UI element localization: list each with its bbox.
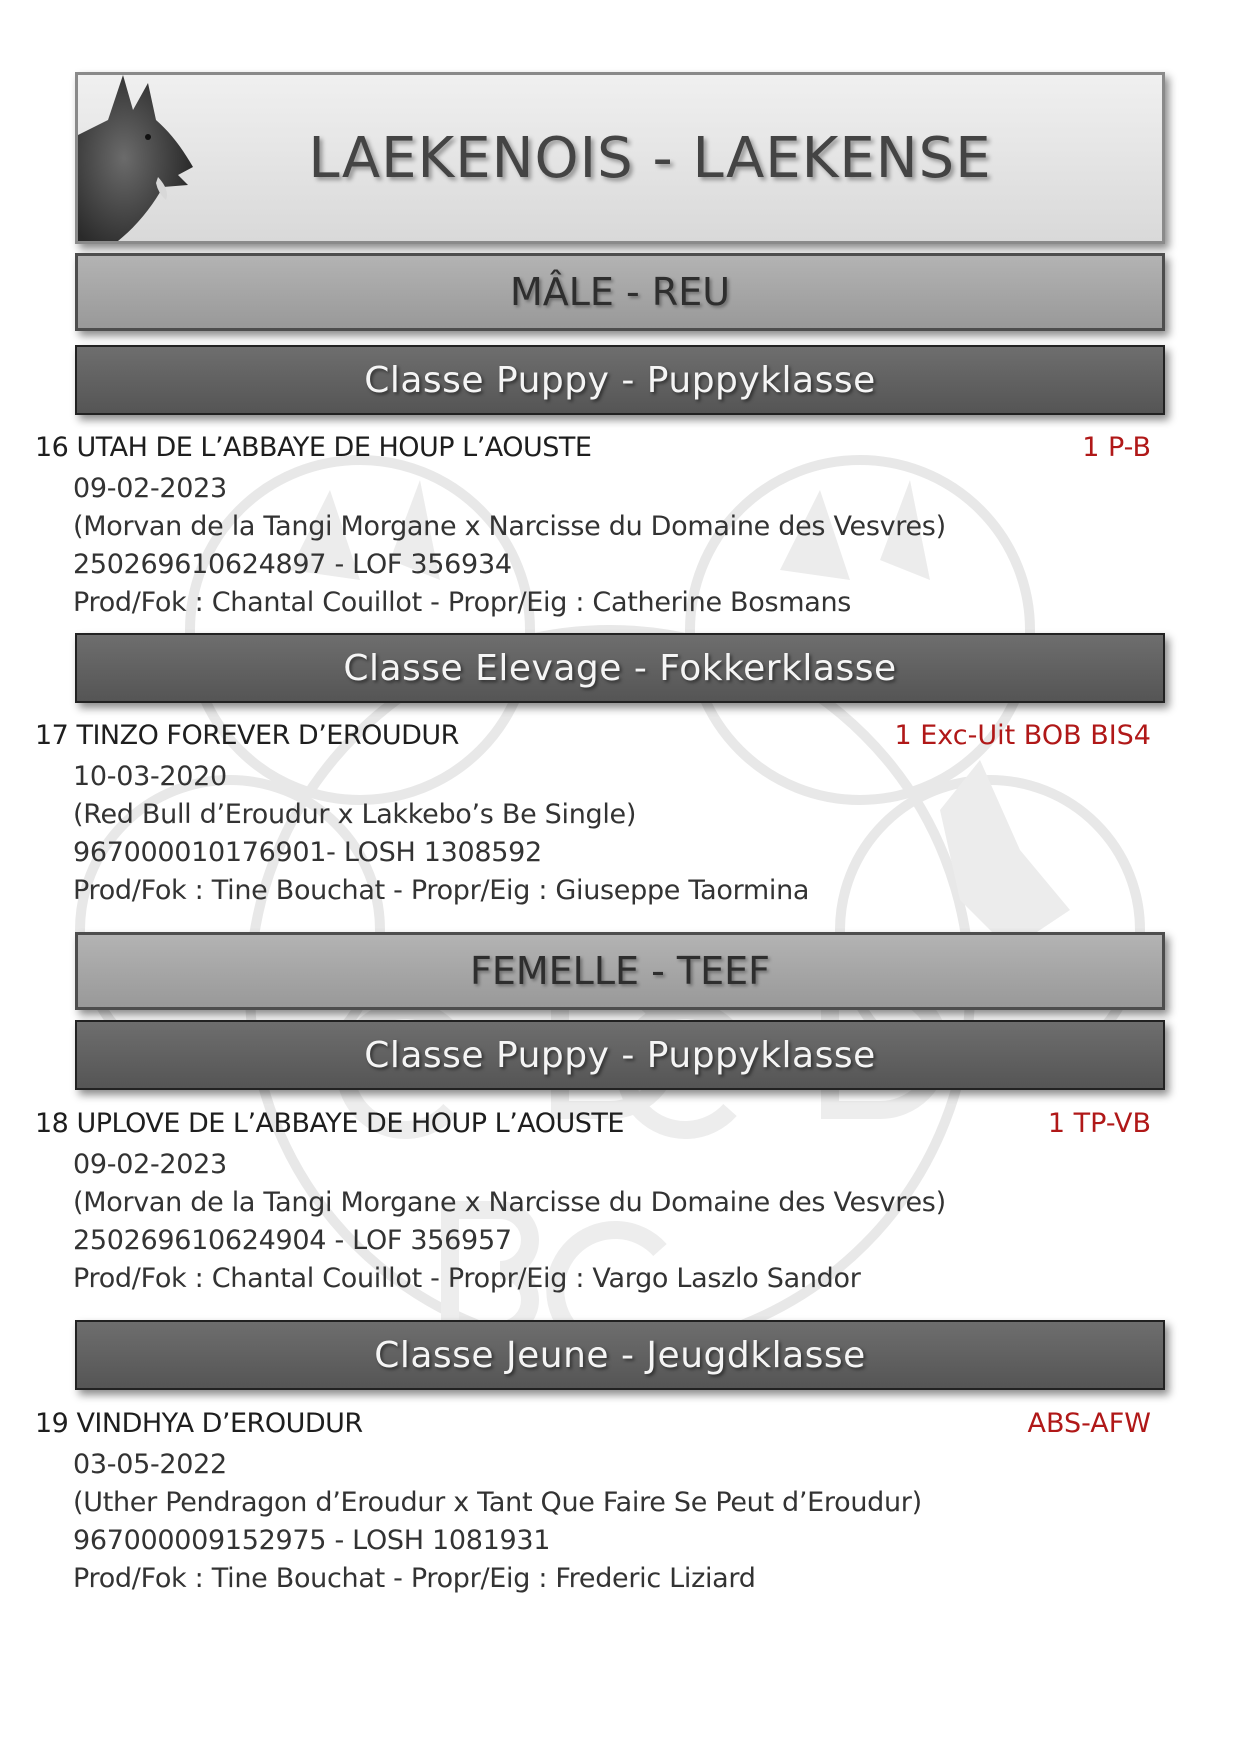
breeder-owner: Prod/Fok : Tine Bouchat - Propr/Eig : Frederic Liziard bbox=[73, 1563, 756, 1594]
result-badge: 1 P-B bbox=[1082, 432, 1151, 463]
sex-header-female bbox=[75, 932, 1165, 1010]
dog-name: 16 UTAH DE L’ABBAYE DE HOUP L’AOUSTE bbox=[35, 432, 592, 463]
parents: (Red Bull d’Eroudur x Lakkebo’s Be Single) bbox=[73, 799, 637, 830]
breed-title: LAEKENOIS - LAEKENSE bbox=[308, 125, 992, 191]
registration-ids: 250269610624904 - LOF 356957 bbox=[73, 1225, 512, 1256]
result-badge: ABS-AFW bbox=[1027, 1408, 1151, 1439]
dog-name: 17 TINZO FOREVER D’EROUDUR bbox=[35, 720, 459, 751]
result-badge: 1 Exc-Uit BOB BIS4 bbox=[894, 720, 1151, 751]
class-label: Classe Puppy - Puppyklasse bbox=[364, 1034, 876, 1076]
birth-date: 09-02-2023 bbox=[73, 473, 227, 504]
class-label: Classe Puppy - Puppyklasse bbox=[364, 359, 876, 401]
class-label: Classe Jeune - Jeugdklasse bbox=[374, 1334, 866, 1376]
dog-entry bbox=[35, 432, 1165, 622]
class-header bbox=[75, 1320, 1165, 1390]
dog-head-icon bbox=[78, 75, 198, 241]
dog-entry bbox=[35, 1408, 1165, 1598]
registration-ids: 967000009152975 - LOSH 1081931 bbox=[73, 1525, 551, 1556]
birth-date: 03-05-2022 bbox=[73, 1449, 227, 1480]
breeder-owner: Prod/Fok : Chantal Couillot - Propr/Eig : Catherine Bosmans bbox=[73, 587, 852, 618]
dog-name: 19 VINDHYA D’EROUDUR bbox=[35, 1408, 363, 1439]
result-badge: 1 TP-VB bbox=[1047, 1108, 1151, 1139]
registration-ids: 967000010176901- LOSH 1308592 bbox=[73, 837, 542, 868]
sex-header-male bbox=[75, 253, 1165, 331]
breed-header bbox=[75, 72, 1165, 244]
dog-entry bbox=[35, 720, 1165, 910]
breeder-owner: Prod/Fok : Chantal Couillot - Propr/Eig : Vargo Laszlo Sandor bbox=[73, 1263, 861, 1294]
sex-label: MÂLE - REU bbox=[509, 270, 731, 314]
class-header bbox=[75, 633, 1165, 703]
parents: (Uther Pendragon d’Eroudur x Tant Que Faire Se Peut d’Eroudur) bbox=[73, 1487, 922, 1518]
dog-name: 18 UPLOVE DE L’ABBAYE DE HOUP L’AOUSTE bbox=[35, 1108, 624, 1139]
class-label: Classe Elevage - Fokkerklasse bbox=[343, 647, 897, 689]
birth-date: 10-03-2020 bbox=[73, 761, 227, 792]
class-header bbox=[75, 1020, 1165, 1090]
birth-date: 09-02-2023 bbox=[73, 1149, 227, 1180]
sex-label: FEMELLE - TEEF bbox=[470, 949, 770, 993]
parents: (Morvan de la Tangi Morgane x Narcisse du Domaine des Vesvres) bbox=[73, 511, 946, 542]
registration-ids: 250269610624897 - LOF 356934 bbox=[73, 549, 512, 580]
breeder-owner: Prod/Fok : Tine Bouchat - Propr/Eig : Giuseppe Taormina bbox=[73, 875, 810, 906]
dog-entry bbox=[35, 1108, 1165, 1298]
parents: (Morvan de la Tangi Morgane x Narcisse du Domaine des Vesvres) bbox=[73, 1187, 946, 1218]
class-header bbox=[75, 345, 1165, 415]
